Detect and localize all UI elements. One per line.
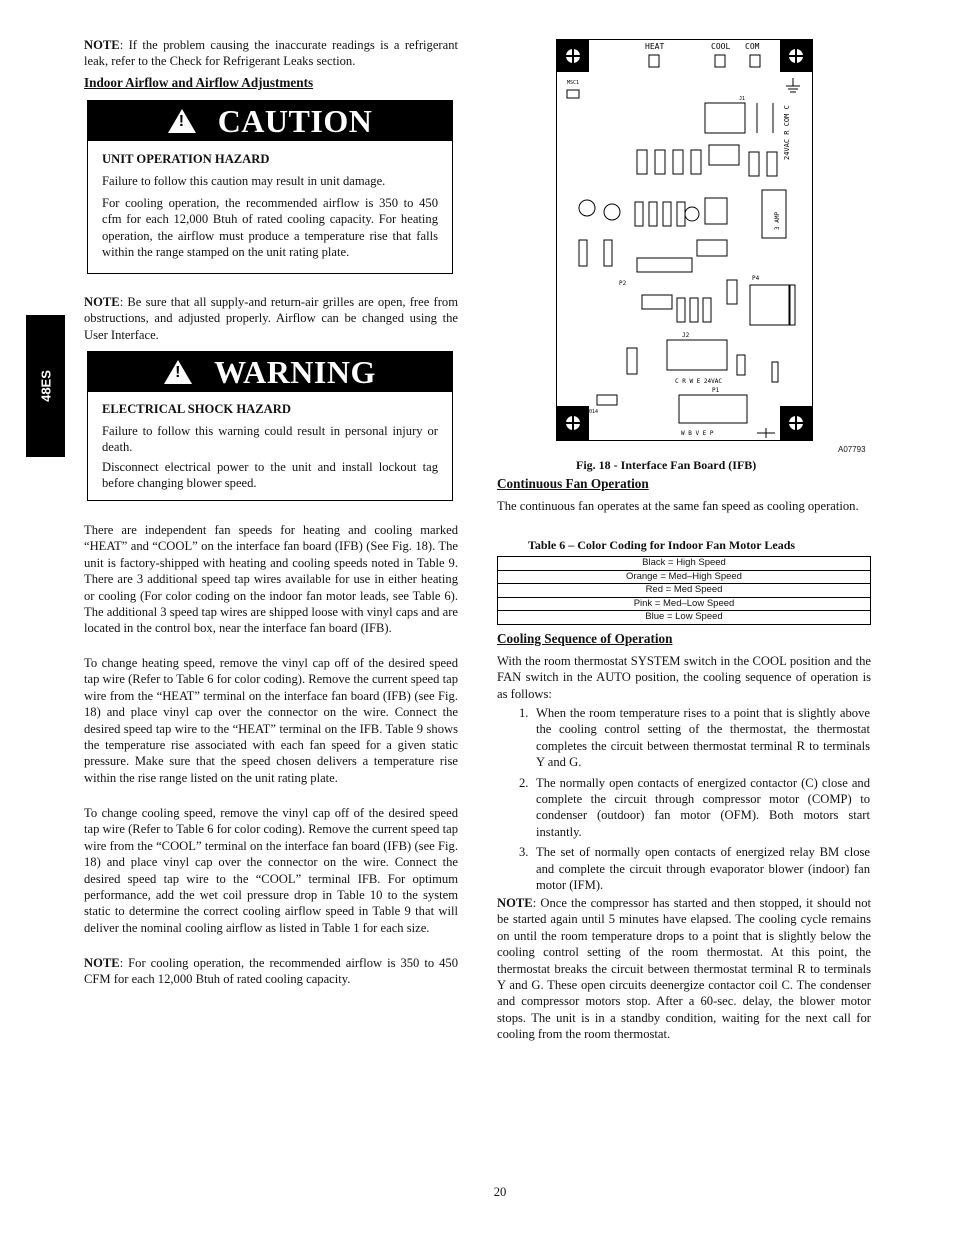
warning-triangle-icon: ! [168,109,196,133]
side-tab-label: 48ES [38,370,53,402]
side-tab [26,315,65,457]
table-row: Red = Med Speed [498,584,871,598]
warning-header [88,352,452,392]
table-title: Table 6 – Color Coding for Indoor Fan Motor Leads [528,538,796,552]
svg-text:P4: P4 [752,275,760,282]
note-compressor: NOTE: Once the compressor has started and then stopped, it should not be started again until 5 minutes have elapsed. The cooling cycle remains on until the room temperature drops to a point that is slightly below the cooling control setting of the room thermostat. At this point, the thermostat breaks the circuit between thermostat terminal R to terminals Y and G. These open circuits deenergize contactor coil C. The condenser and compressor motors stop. After a 60-sec. delay, the blower motor stops. The unit is in a standby condition, waiting for the next call for cooling from the room thermostat. [497,896,871,1042]
warning-line1: Failure to follow this warning could result in personal injury or death. [102,424,438,455]
heading-cooling-sequence: Cooling Sequence of Operation [497,631,673,646]
svg-text:P1: P1 [712,387,720,394]
svg-text:W B V E P: W B V E P [681,430,714,437]
list-item: 3. The set of normally open contacts of energized relay BM close and complete the circuit through evaporator blower (indoor) fan motor (IFM). [519,845,870,893]
paragraph-heating-speed: To change heating speed, remove the vinyl cap off of the desired speed tap wire (Refer to Table 6 for color coding). Remove the current speed tap wire from the “HEAT” terminal on the interface fan board (IFB) (see Fig. 18) and place vinyl cap over the connector on the wire. Connect the desired speed tap wire to the “HEAT” terminal on the IFB. Table 9 shows the temperature rise associated with each fan speed for a given static pressure. Make sure that the speed chosen delivers a temperature rise within the rise range listed on the unit rating plate. [84,656,458,785]
caution-title: UNIT OPERATION HAZARD [102,152,270,166]
heading-continuous-fan: Continuous Fan Operation [497,476,649,491]
caution-word: CAUTION [217,102,373,139]
svg-text:COOL: COOL [711,42,731,51]
list-item: 2. The normally open contacts of energized contactor (C) close and complete the circuit through compressor motor (COMP) to condenser (outdoor) fan motor (OFM). Both motors start instantly. [519,775,870,839]
svg-text:P2: P2 [619,280,627,287]
heading-indoor-airflow: Indoor Airflow and Airflow Adjustments [84,75,314,90]
caution-header [88,101,452,141]
warning-line2: Disconnect electrical power to the unit and install lockout tag before changing blower speed. [102,460,438,491]
paragraph-continuous-fan: The continuous fan operates at the same fan speed as cooling operation. [497,499,859,513]
table-row: Orange = Med–High Speed [498,570,871,584]
warning-title: ELECTRICAL SHOCK HAZARD [102,402,291,416]
caution-box [87,100,453,274]
svg-text:24VAC R COM C: 24VAC R COM C [783,105,791,160]
interface-fan-board-figure [556,39,813,441]
svg-text:COM: COM [745,42,760,51]
color-coding-table [497,556,871,625]
svg-text:J2: J2 [682,332,690,339]
figure-caption: Fig. 18 - Interface Fan Board (IFB) [576,458,757,472]
svg-text:C R W E 24VAC: C R W E 24VAC [675,378,722,385]
table-row: Blue = Low Speed [498,611,871,625]
note-refrigerant: NOTE: If the problem causing the inaccurate readings is a refrigerant leak, refer to the Check for Refrigerant Leaks section. [84,38,458,69]
note-grilles: NOTE: Be sure that all supply-and return-air grilles are open, free from obstructions, and adjusted properly. Airflow can be changed using the User Interface. [84,295,458,342]
caution-line2: For cooling operation, the recommended airflow is 350 to 450 cfm for each 12,000 Btuh of rated cooling capacity. For heating operation, the airflow must produce a temperature rise that falls within the range stamped on the unit rating plate. [102,196,438,260]
svg-text:3 AMP: 3 AMP [774,211,781,230]
svg-text:J1: J1 [739,96,746,102]
svg-text:HEAT: HEAT [645,42,665,51]
board-drawing [557,40,812,440]
caution-line1: Failure to follow this caution may result in unit damage. [102,174,386,188]
paragraph-fan-speeds: There are independent fan speeds for heating and cooling marked “HEAT” and “COOL” on the interface fan board (IFB) (See Fig. 18). The unit is factory-shipped with heating and cooling speeds noted in Table 9. There are 3 additional speed tap wires available for use in either heating or cooling (For color coding on the indoor fan motor leads, see Table 6). The additional 3 speed tap wires are shipped loose with vinyl caps and are located in the control box, near the interface fan board (IFB). [84,523,458,636]
list-item: 1. When the room temperature rises to a point that is slightly above the cooling control setting of the thermostat, the thermostat completes the circuit between thermostat terminal R to terminals Y and G. [519,706,870,770]
table-row: Black = High Speed [498,557,871,571]
table-row: Pink = Med–Low Speed [498,597,871,611]
warning-word: WARNING [214,353,376,390]
figure-id: A07793 [838,445,866,454]
paragraph-cooling-speed: To change cooling speed, remove the vinyl cap off of the desired speed tap wire (Refer to Table 6 for color coding). Remove the current speed tap wire from the “COOL” terminal on the interface fan board (IFB) (see Fig. 18) and place vinyl cap over the connector on the wire. Connect the desired speed tap wire to the “COOL” terminal IFB. For optimum performance, add the wet coil pressure drop in Table 10 to the system static to determine the correct cooling airflow speed in Table 9 that will deliver the nominal cooling airflow as listed in Table 1 for each size. [84,806,458,935]
svg-text:MSC1: MSC1 [567,80,580,86]
warning-triangle-icon: ! [164,360,192,384]
warning-box [87,351,453,501]
svg-text:55Z-014: 55Z-014 [577,409,599,415]
paragraph-sequence-intro: With the room thermostat SYSTEM switch in the COOL position and the FAN switch in the AUTO position, the cooling sequence of operation is as follows: [497,654,871,701]
note-cooling-airflow: NOTE: For cooling operation, the recommended airflow is 350 to 450 CFM for each 12,000 Btuh of rated cooling capacity. [84,956,458,987]
page-number: 20 [493,1185,507,1199]
sequence-list [497,705,870,897]
